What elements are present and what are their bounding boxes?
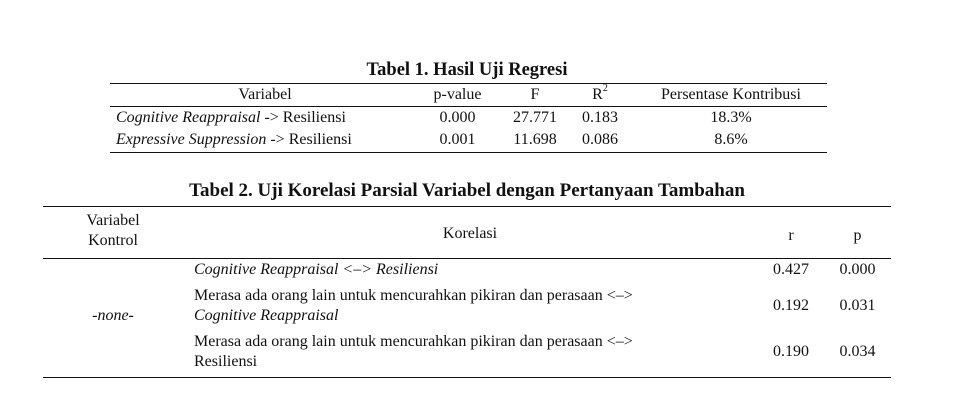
table1-title: Tabel 1. Hasil Uji Regresi [366,60,568,80]
table2-row-korelasi-line1: Merasa ada orang lain untuk mencurahkan pikiran dan perasaan <–> [194,333,633,350]
table2-bottom-rule [43,377,891,378]
table2-row-r: 0.190 [773,343,809,360]
table2-top-rule [43,206,891,207]
table2-row-korelasi-line2: Resiliensi [194,353,258,370]
table2-header-rule [43,258,891,259]
table2-row-korelasi-line2: Cognitive Reappraisal [194,307,339,324]
table2-row-korelasi-line1: Merasa ada orang lain untuk mencurahkan pikiran dan perasaan <–> [194,287,633,304]
table2-row-p: 0.031 [839,297,876,314]
table1-row-pvalue: 0.000 [439,109,476,126]
table2-header-kontrol-line2: Kontrol [88,232,138,249]
table2-header-r: r [788,227,794,244]
table1-row-variable [116,130,352,150]
table2-row-r: 0.427 [773,261,809,278]
table1-row-variable-italic: Expressive Suppression [116,131,267,148]
table1-row-f: 11.698 [513,131,557,148]
table1-header-r2-base: R [592,86,603,103]
table1-row-kontribusi: 8.6% [714,131,748,148]
table1-header-variabel: Variabel [238,86,292,103]
table1-row-f: 27.771 [513,109,557,126]
table2-header-p: p [853,227,862,244]
table1-row-kontribusi: 18.3% [710,109,752,126]
table2-control-value: -none- [92,307,134,324]
table1-header-r2 [570,85,630,105]
table1-row-variable [116,108,346,128]
table1-bottom-rule [110,152,827,153]
table2-row-p: 0.000 [839,261,876,278]
table2-row-korelasi [194,286,633,326]
table1-header-r2-sup: 2 [602,83,608,94]
table1-header-kontribusi: Persentase Kontribusi [661,86,801,103]
table2-header-kontrol [68,211,158,251]
table1-header-pvalue: p-value [433,86,482,103]
table2-row-korelasi [194,260,438,280]
table1-header-f: F [530,86,540,103]
table2-row-p: 0.034 [839,343,876,360]
table2-row-r: 0.192 [773,297,809,314]
table1-row-r2: 0.086 [582,131,618,148]
table2-header-korelasi: Korelasi [442,225,498,242]
table2-row-korelasi-line1: Cognitive Reappraisal <–> Resiliensi [194,261,439,278]
table2-title: Tabel 2. Uji Korelasi Parsial Variabel dengan Pertanyaan Tambahan [189,180,745,201]
table1-row-variable-italic: Cognitive Reappraisal [116,109,261,126]
table2-row-korelasi [194,332,633,372]
table1-row-r2: 0.183 [582,109,618,126]
table1-row-variable-rest: -> Resiliensi [260,109,346,126]
table1-row-variable-rest: -> Resiliensi [266,131,352,148]
table1-row-pvalue: 0.001 [439,131,476,148]
table2-header-kontrol-line1: Variabel [86,212,140,229]
